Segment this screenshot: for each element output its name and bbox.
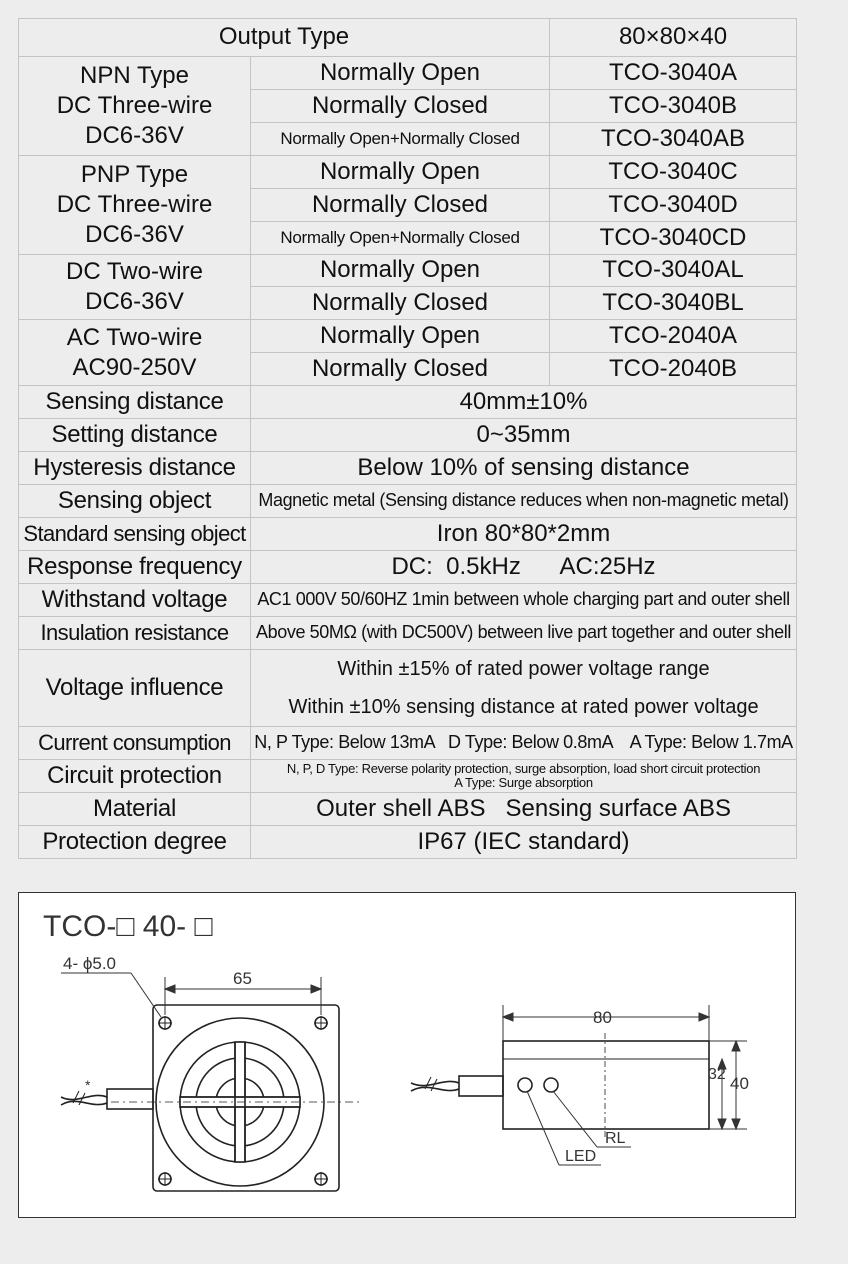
header-row (19, 19, 797, 57)
table-row (19, 793, 797, 826)
spec-value: N, P Type: Below 13mA D Type: Below 0.8mA A Type: Below 1.7mA (251, 727, 797, 760)
front-view (61, 1005, 359, 1191)
model-cell: TCO-2040A (550, 320, 797, 353)
mode-cell: Normally Open (251, 320, 550, 353)
cable-wire (411, 1087, 459, 1091)
mode-cell: Normally Open+Normally Closed (251, 222, 550, 255)
mode-cell: Normally Closed (251, 189, 550, 222)
dc-two-wire-group-cell (19, 255, 251, 320)
model-cell: TCO-2040B (550, 353, 797, 386)
model-cell: TCO-3040AL (550, 255, 797, 287)
side-cable-gland (459, 1076, 503, 1096)
hole-callout: 4- ϕ5.0 (63, 954, 116, 973)
mode-cell: Normally Closed (251, 353, 550, 386)
table-row (19, 584, 797, 617)
spec-value: Magnetic metal (Sensing distance reduces when non-magnetic metal) (251, 485, 797, 518)
spec-value: Outer shell ABS Sensing surface ABS (251, 793, 797, 826)
table-row (19, 650, 797, 727)
group-line: DC6-36V (85, 221, 184, 248)
table-row (19, 617, 797, 650)
dimension-drawing (19, 893, 797, 1219)
spec-label: Insulation resistance (19, 617, 251, 650)
spec-label: Circuit protection (19, 760, 251, 793)
table-row (19, 320, 797, 353)
group-line: PNP Type (80, 161, 189, 188)
cable-wire (61, 1101, 107, 1105)
pnp-group-cell (19, 156, 251, 255)
group-line: DC Three-wire (56, 92, 213, 119)
rl-label: RL (605, 1130, 626, 1147)
dim-side-height-outer-label: 40 (730, 1074, 749, 1093)
spec-value-line: A Type: Surge absorption (454, 775, 593, 790)
spec-label: Withstand voltage (19, 584, 251, 617)
cable-asterisk: * (85, 1077, 91, 1093)
table-row (19, 551, 797, 584)
spec-table (18, 18, 797, 859)
table-row (19, 485, 797, 518)
hole-leader (61, 973, 161, 1017)
table-row (19, 419, 797, 452)
model-cell: TCO-3040C (550, 156, 797, 189)
table-row (19, 57, 797, 90)
group-line: DC Three-wire (56, 191, 213, 218)
group-line: NPN Type (80, 62, 189, 89)
model-cell: TCO-3040A (550, 57, 797, 90)
table-row (19, 386, 797, 419)
spec-value-line: N, P, D Type: Reverse polarity protection, surge absorption, load short circuit protection (286, 761, 761, 776)
group-line: DC6-36V (85, 288, 184, 315)
model-cell: TCO-3040AB (550, 123, 797, 156)
spec-value: Above 50MΩ (with DC500V) between live part together and outer shell (251, 617, 797, 650)
spec-label: Current consumption (19, 727, 251, 760)
spec-value: 0~35mm (251, 419, 797, 452)
mounting-hole-icon (158, 1016, 172, 1030)
group-line: AC90-250V (72, 353, 197, 381)
drawing-title: TCO-□ 40- □ (43, 910, 213, 943)
size-header: 80×80×40 (550, 19, 797, 57)
npn-group-cell (19, 57, 251, 156)
mode-cell: Normally Closed (251, 90, 550, 123)
model-cell: TCO-3040BL (550, 287, 797, 320)
spec-value: IP67 (IEC standard) (251, 826, 797, 859)
table-row (19, 727, 797, 760)
led-indicator-icon (518, 1078, 532, 1092)
mode-cell: Normally Open (251, 255, 550, 287)
mounting-hole-icon (314, 1172, 328, 1186)
spec-label: Standard sensing object (19, 518, 251, 551)
table-row (19, 760, 797, 793)
dim-side-height-inner-label: 32 (708, 1066, 726, 1083)
mode-cell: Normally Open (251, 156, 550, 189)
led-indicator-icon (544, 1078, 558, 1092)
mode-cell: Normally Open (251, 57, 550, 90)
spec-label: Protection degree (19, 826, 251, 859)
group-line: DC Two-wire (66, 258, 203, 285)
table-row (19, 156, 797, 189)
model-cell: TCO-3040CD (550, 222, 797, 255)
spec-value: 40mm±10% (251, 386, 797, 419)
table-row (19, 518, 797, 551)
spec-label: Response frequency (19, 551, 251, 584)
spec-value (251, 760, 797, 793)
spec-value-line: Within ±15% of rated power voltage range (337, 658, 710, 680)
side-housing (503, 1041, 709, 1129)
dim-front-width-label: 65 (233, 969, 252, 988)
mounting-hole-icon (158, 1172, 172, 1186)
spec-value: AC1 000V 50/60HZ 1min between whole charging part and outer shell (251, 584, 797, 617)
ac-two-wire-group-cell (19, 320, 251, 386)
dimension-drawing-panel (18, 892, 796, 1218)
spec-value (251, 650, 797, 727)
table-row (19, 452, 797, 485)
mode-cell: Normally Closed (251, 287, 550, 320)
group-line: DC6-36V (85, 122, 184, 149)
side-view (411, 1033, 709, 1137)
spec-label: Hysteresis distance (19, 452, 251, 485)
spec-value: Below 10% of sensing distance (251, 452, 797, 485)
model-cell: TCO-3040B (550, 90, 797, 123)
led-label: LED (565, 1148, 597, 1165)
spec-label: Material (19, 793, 251, 826)
spec-value: Iron 80*80*2mm (251, 518, 797, 551)
spec-value: DC: 0.5kHz AC:25Hz (251, 551, 797, 584)
model-cell: TCO-3040D (550, 189, 797, 222)
table-row (19, 826, 797, 859)
front-cable-gland (107, 1089, 153, 1109)
spec-value-line: Within ±10% sensing distance at rated power voltage (288, 696, 759, 718)
group-line: AC Two-wire (66, 323, 203, 351)
spec-label: Setting distance (19, 419, 251, 452)
spec-label: Voltage influence (19, 650, 251, 727)
output-type-header: Output Type (19, 19, 550, 57)
spec-label: Sensing object (19, 485, 251, 518)
mounting-hole-icon (314, 1016, 328, 1030)
dim-side-length-label: 80 (593, 1008, 612, 1027)
mode-cell: Normally Open+Normally Closed (251, 123, 550, 156)
spec-label: Sensing distance (19, 386, 251, 419)
table-row (19, 255, 797, 287)
